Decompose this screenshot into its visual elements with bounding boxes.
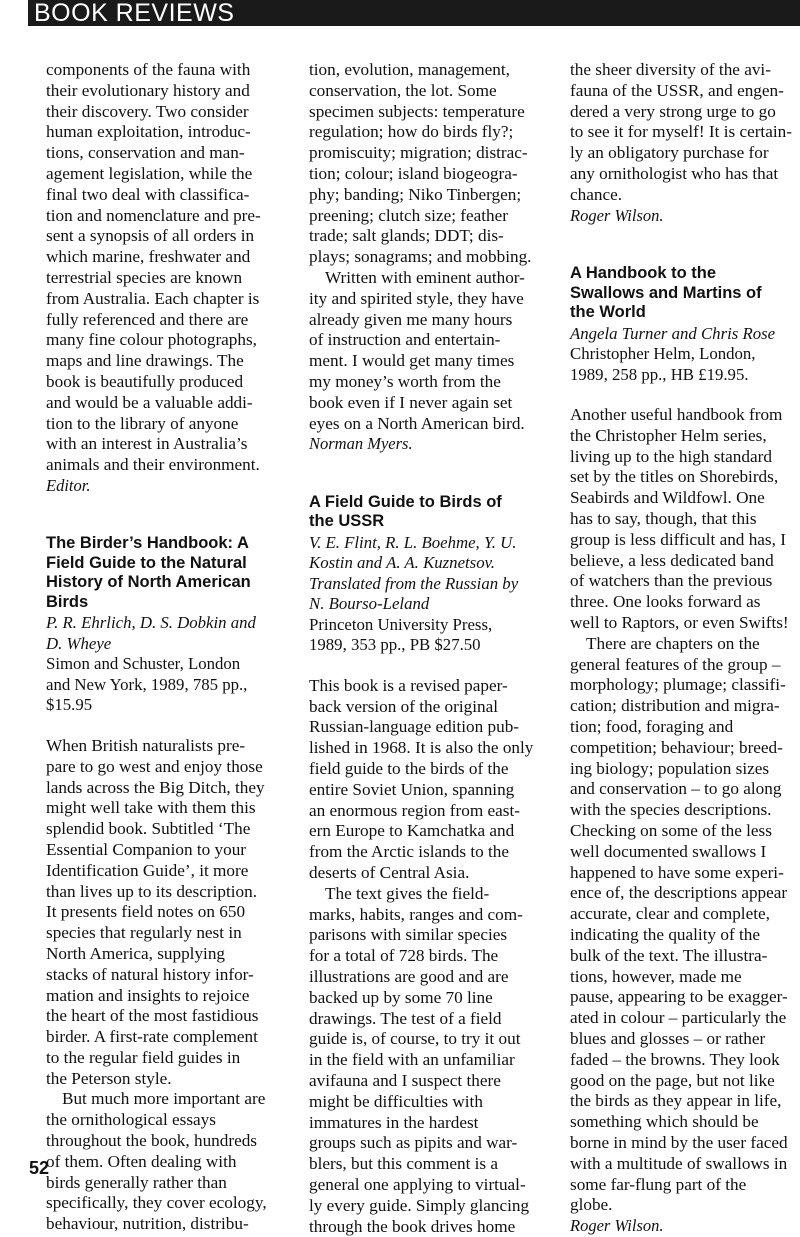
text-line: tion; food, foraging and bbox=[570, 717, 734, 737]
text-line: some far-flung part of the bbox=[570, 1174, 747, 1194]
spacer bbox=[570, 385, 800, 405]
text-line: throughout the book, hundreds bbox=[46, 1131, 258, 1151]
text-line: mation and insights to rejoice bbox=[46, 985, 250, 1005]
text-line: Christopher Helm, London, bbox=[570, 344, 756, 364]
text-line: bulk of the text. The illustra- bbox=[570, 945, 768, 965]
text-line: book is beautifully produced bbox=[46, 371, 244, 391]
text-line: regulation; how do birds fly?; bbox=[309, 122, 514, 142]
text-line: tion and nomenclature and pre- bbox=[46, 205, 261, 225]
text-line: through the book drives home bbox=[309, 1216, 516, 1236]
text-line: final two deal with classifica- bbox=[46, 184, 250, 204]
text-line: blers, but this comment is a bbox=[309, 1154, 499, 1174]
text-line: their discovery. Two consider bbox=[46, 101, 249, 121]
text-line: from the Arctic islands to the bbox=[309, 842, 509, 862]
text-line: Kostin and A. A. Kuznetsov. bbox=[309, 553, 496, 573]
paragraph bbox=[570, 634, 800, 1216]
text-line: the heart of the most fastidious bbox=[46, 1006, 259, 1026]
text-line: with a multitude of swallows in bbox=[570, 1153, 788, 1173]
text-line: groups such as pipits and war- bbox=[309, 1133, 518, 1153]
text-line: ence of, the descriptions appear bbox=[570, 883, 788, 903]
reviewer-signature bbox=[570, 1216, 800, 1237]
text-line: splendid book. Subtitled ‘The bbox=[46, 819, 251, 839]
text-line: pause, appearing to be exagger- bbox=[570, 987, 788, 1007]
text-line: Checking on some of the less bbox=[570, 821, 772, 841]
text-line: $15.95 bbox=[46, 695, 93, 715]
review-title bbox=[309, 493, 546, 532]
text-line: to see it for myself! It is certain- bbox=[570, 122, 792, 142]
text-line: Simon and Schuster, London bbox=[46, 654, 241, 674]
text-line: tion to the library of anyone bbox=[46, 413, 239, 433]
text-line: back version of the original bbox=[309, 696, 499, 716]
text-line: immatures in the hardest bbox=[309, 1112, 479, 1132]
spacer bbox=[570, 226, 800, 264]
text-line: globe. bbox=[570, 1195, 613, 1215]
review-authors bbox=[309, 533, 546, 615]
text-line: components of the fauna with bbox=[46, 60, 251, 79]
text-line: The Birder’s Handbook: A bbox=[46, 534, 249, 553]
text-line: illustrations are good and are bbox=[309, 967, 509, 986]
text-line: North America, supplying bbox=[46, 943, 226, 963]
text-line: any ornithologist who has that bbox=[570, 163, 779, 183]
text-line: field guide to the birds of the bbox=[309, 759, 509, 779]
text-line: many fine colour photographs, bbox=[46, 330, 257, 350]
text-line: Roger Wilson. bbox=[570, 1216, 664, 1236]
text-line: and conservation – to go along bbox=[570, 779, 782, 799]
text-line: Seabirds and Wildfowl. One bbox=[570, 488, 765, 508]
text-line: an enormous region from east- bbox=[309, 800, 520, 820]
text-line: the sheer diversity of the avi- bbox=[570, 60, 771, 79]
text-line: happened to have some experi- bbox=[570, 862, 784, 882]
text-line: avifauna and I suspect there bbox=[309, 1070, 501, 1090]
column-3 bbox=[570, 60, 800, 1237]
text-line: ing biology; population sizes bbox=[570, 758, 770, 778]
text-line: which marine, freshwater and bbox=[46, 247, 251, 267]
text-line: pare to go west and enjoy those bbox=[46, 756, 263, 776]
text-line: conservation, the lot. Some bbox=[309, 80, 497, 100]
text-line: the Christopher Helm series, bbox=[570, 425, 767, 445]
text-line: might well take with them this bbox=[46, 798, 256, 818]
column-2 bbox=[309, 60, 546, 1237]
text-line: the World bbox=[570, 303, 646, 322]
text-line: ity and spirited style, they have bbox=[309, 288, 524, 308]
text-line: plays; sonagrams; and mobbing. bbox=[309, 247, 532, 267]
text-line: behaviour, nutrition, distribu- bbox=[46, 1214, 249, 1234]
text-line: marks, habits, ranges and com- bbox=[309, 904, 523, 924]
spacer bbox=[309, 656, 546, 676]
reviewer-signature bbox=[46, 476, 278, 497]
text-line: There are chapters on the bbox=[586, 633, 760, 653]
text-line: Birds bbox=[46, 592, 89, 611]
text-line: specifically, they cover ecology, bbox=[46, 1193, 267, 1213]
text-line: tions, conservation and man- bbox=[46, 143, 245, 163]
review-title bbox=[46, 534, 278, 612]
text-line: promiscuity; migration; distrac- bbox=[309, 143, 528, 163]
paragraph bbox=[309, 60, 546, 268]
text-line: Field Guide to the Natural bbox=[46, 553, 247, 572]
text-line: accurate, clear and complete, bbox=[570, 904, 770, 924]
column-1 bbox=[46, 60, 278, 1235]
text-line: already given me many hours bbox=[309, 309, 513, 329]
text-line: terrestrial species are known bbox=[46, 267, 243, 287]
text-line: human exploitation, introduc- bbox=[46, 122, 251, 142]
text-line: competition; behaviour; breed- bbox=[570, 737, 783, 757]
text-line: maps and line drawings. The bbox=[46, 351, 244, 371]
text-line: tion; colour; island biogeogra- bbox=[309, 163, 518, 183]
text-line: animals and their environment. bbox=[46, 455, 260, 475]
spacer bbox=[46, 716, 278, 736]
text-line: of them. Often dealing with bbox=[46, 1151, 237, 1171]
text-line: D. Wheye bbox=[46, 633, 112, 653]
review-authors bbox=[570, 324, 800, 345]
text-line: chance. bbox=[570, 184, 622, 204]
text-line: entire Soviet Union, spanning bbox=[309, 779, 515, 799]
text-line: group is less difficult and has, I bbox=[570, 529, 786, 549]
text-line: three. One looks forward as bbox=[570, 592, 761, 612]
review-publication bbox=[570, 344, 800, 385]
text-line: has to say, though, that this bbox=[570, 509, 757, 529]
paragraph bbox=[570, 405, 800, 634]
text-line: tions, however, made me bbox=[570, 966, 742, 986]
text-line: fauna of the USSR, and engen- bbox=[570, 80, 784, 100]
text-line: Essential Companion to your bbox=[46, 839, 247, 859]
text-line: tion, evolution, management, bbox=[309, 60, 510, 79]
text-line: cation; distribution and migra- bbox=[570, 696, 780, 716]
text-line: trade; salt glands; DDT; dis- bbox=[309, 226, 504, 246]
text-line: the Peterson style. bbox=[46, 1068, 172, 1088]
review-publication bbox=[309, 615, 546, 656]
text-line: V. E. Flint, R. L. Boehme, Y. U. bbox=[309, 532, 517, 552]
text-line: the birds as they appear in life, bbox=[570, 1091, 782, 1111]
text-line: for a total of 728 birds. The bbox=[309, 946, 499, 966]
text-line: birds generally rather than bbox=[46, 1172, 227, 1192]
text-line: with the species descriptions. bbox=[570, 800, 772, 820]
text-line: fully referenced and there are bbox=[46, 309, 249, 329]
text-line: drawings. The test of a field bbox=[309, 1008, 502, 1028]
text-line: general features of the group – bbox=[570, 654, 781, 674]
paragraph bbox=[570, 60, 800, 206]
text-line: 1989, 353 pp., PB $27.50 bbox=[309, 635, 481, 655]
text-line: Written with eminent author- bbox=[325, 267, 525, 287]
text-line: Identification Guide’, it more bbox=[46, 860, 249, 880]
text-line: believe, a less dedicated band bbox=[570, 550, 774, 570]
text-line: to the regular field guides in bbox=[46, 1047, 241, 1067]
text-line: species that regularly nest in bbox=[46, 923, 242, 943]
text-line: deserts of Central Asia. bbox=[309, 863, 470, 883]
text-line: 1989, 258 pp., HB £19.95. bbox=[570, 364, 749, 384]
text-line: backed up by some 70 line bbox=[309, 987, 493, 1007]
paragraph bbox=[46, 736, 278, 1090]
text-line: The text gives the field- bbox=[325, 883, 490, 903]
text-line: sent a synopsis of all orders in bbox=[46, 226, 255, 246]
text-line: with an interest in Australia’s bbox=[46, 434, 248, 454]
paragraph bbox=[309, 676, 546, 884]
text-line: well documented swallows I bbox=[570, 841, 767, 861]
text-line: morphology; plumage; classifi- bbox=[570, 675, 786, 695]
text-line: phy; banding; Niko Tinbergen; bbox=[309, 184, 522, 204]
review-authors bbox=[46, 613, 278, 654]
text-line: Norman Myers. bbox=[309, 434, 413, 454]
text-line: good on the page, but not like bbox=[570, 1070, 775, 1090]
paragraph bbox=[309, 268, 546, 434]
text-line: It presents field notes on 650 bbox=[46, 902, 246, 922]
reviewer-signature bbox=[309, 434, 546, 455]
text-line: agement legislation, while the bbox=[46, 163, 253, 183]
text-line: parisons with similar species bbox=[309, 925, 508, 945]
text-line: in the field with an unfamiliar bbox=[309, 1050, 515, 1070]
text-line: lands across the Big Ditch, they bbox=[46, 777, 265, 797]
text-line: Roger Wilson. bbox=[570, 205, 664, 225]
text-line: blues and glosses – or rather bbox=[570, 1028, 766, 1048]
review-publication bbox=[46, 654, 278, 716]
text-line: Another useful handbook from bbox=[570, 405, 783, 425]
spacer bbox=[46, 496, 278, 534]
text-line: set by the titles on Shorebirds, bbox=[570, 467, 779, 487]
page-number: 52 bbox=[29, 1158, 50, 1178]
text-line: specimen subjects: temperature bbox=[309, 101, 525, 121]
text-line: their evolutionary history and bbox=[46, 80, 250, 100]
text-line: book even if I never again set bbox=[309, 392, 513, 412]
reviewer-signature bbox=[570, 206, 800, 227]
text-line: might be difficulties with bbox=[309, 1091, 483, 1111]
paragraph bbox=[46, 60, 278, 476]
text-line: Translated from the Russian by bbox=[309, 573, 519, 593]
text-line: my money’s worth from the bbox=[309, 371, 501, 391]
text-line: Princeton University Press, bbox=[309, 614, 493, 634]
text-line: general one applying to virtual- bbox=[309, 1174, 526, 1194]
text-line: ated in colour – particularly the bbox=[570, 1008, 787, 1028]
text-line: Russian-language edition pub- bbox=[309, 717, 520, 737]
text-line: and would be a valuable addi- bbox=[46, 392, 253, 412]
text-line: When British naturalists pre- bbox=[46, 735, 246, 755]
review-title bbox=[570, 264, 800, 323]
text-line: and New York, 1989, 785 pp., bbox=[46, 674, 248, 694]
text-line: stacks of natural history infor- bbox=[46, 964, 254, 984]
text-line: eyes on a North American bird. bbox=[309, 413, 525, 433]
paragraph bbox=[46, 1089, 278, 1235]
text-line: lished in 1968. It is also the only bbox=[309, 738, 534, 758]
text-line: well to Raptors, or even Swifts! bbox=[570, 613, 789, 633]
text-line: borne in mind by the user faced bbox=[570, 1132, 788, 1152]
text-line: History of North American bbox=[46, 573, 251, 592]
text-line: the ornithological essays bbox=[46, 1110, 216, 1130]
text-line: something which should be bbox=[570, 1112, 759, 1132]
text-line: A Field Guide to Birds of bbox=[309, 492, 502, 511]
section-title: BOOK REVIEWS bbox=[34, 0, 235, 27]
text-line: A Handbook to the bbox=[570, 264, 717, 283]
text-line: dered a very strong urge to go bbox=[570, 101, 776, 121]
text-line: the USSR bbox=[309, 512, 385, 531]
text-line: This book is a revised paper- bbox=[309, 675, 508, 695]
text-line: ly an obligatory purchase for bbox=[570, 143, 769, 163]
text-line: living up to the high standard bbox=[570, 446, 772, 466]
text-line: from Australia. Each chapter is bbox=[46, 288, 260, 308]
text-line: of watchers than the previous bbox=[570, 571, 773, 591]
text-line: Editor. bbox=[46, 475, 91, 495]
text-line: Angela Turner and Chris Rose bbox=[570, 323, 776, 343]
text-line: birder. A first-rate complement bbox=[46, 1027, 258, 1047]
text-line: guide is, of course, to try it out bbox=[309, 1029, 521, 1049]
text-line: N. Bourso-Leland bbox=[309, 594, 430, 614]
text-line: indicating the quality of the bbox=[570, 925, 760, 944]
paragraph bbox=[309, 884, 546, 1237]
text-line: Swallows and Martins of bbox=[570, 283, 762, 302]
text-line: faded – the browns. They look bbox=[570, 1049, 780, 1069]
text-line: P. R. Ehrlich, D. S. Dobkin and bbox=[46, 613, 256, 633]
text-line: of instruction and entertain- bbox=[309, 330, 501, 350]
text-line: preening; clutch size; feather bbox=[309, 205, 508, 225]
text-line: ly every guide. Simply glancing bbox=[309, 1195, 530, 1215]
text-line: But much more important are bbox=[62, 1089, 266, 1109]
text-line: than lives up to its description. bbox=[46, 881, 258, 901]
text-line: ment. I would get many times bbox=[309, 351, 515, 371]
spacer bbox=[309, 455, 546, 493]
text-line: ern Europe to Kamchatka and bbox=[309, 821, 515, 841]
